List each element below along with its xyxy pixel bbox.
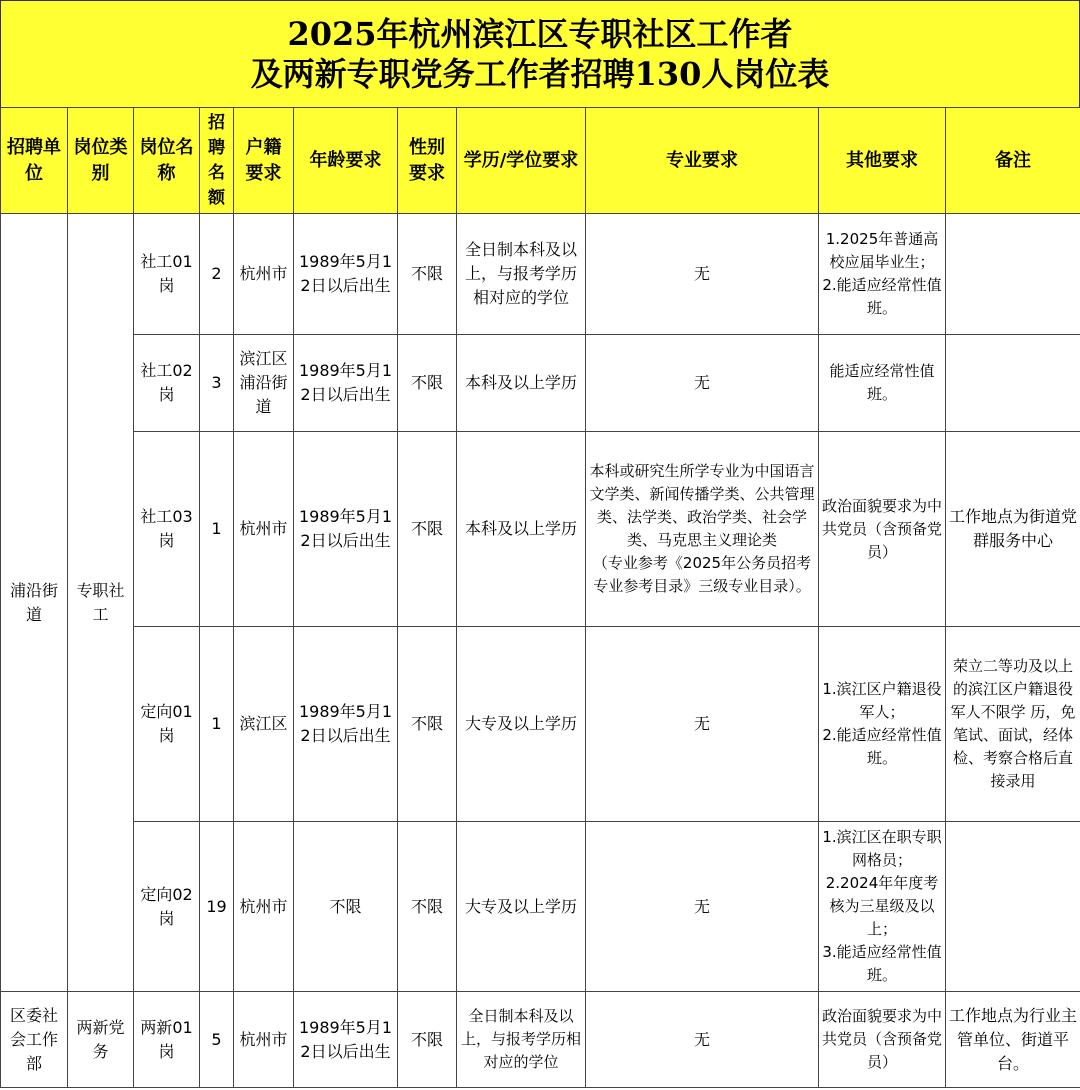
gender-cell: 不限: [398, 335, 457, 432]
huji-cell: 杭州市: [234, 432, 294, 627]
education-cell: 全日制本科及以上，与报考学历相对应的学位: [457, 992, 586, 1088]
education-cell: 全日制本科及以上，与报考学历相对应的学位: [457, 214, 586, 335]
education-cell: 大专及以上学历: [457, 822, 586, 992]
header-age: 年龄要求: [294, 108, 398, 214]
position-name-cell: 社工01岗: [134, 214, 200, 335]
table-row: [1, 822, 1080, 992]
table-row: [1, 335, 1080, 432]
table-row: [1, 432, 1080, 627]
header-education: 学历/学位要求: [457, 108, 586, 214]
table-row: [1, 992, 1080, 1088]
note-cell: 荣立二等功及以上的滨江区户籍退役军人不限学 历，免笔试、面试，经体检、考察合格后直接录用: [946, 627, 1080, 822]
major-cell: 无: [586, 335, 819, 432]
education-cell: 大专及以上学历: [457, 627, 586, 822]
age-cell: 1989年5月12日以后出生: [294, 214, 398, 335]
other-cell: 1.2025年普通高校应届毕业生； 2.能适应经常性值班。: [819, 214, 946, 335]
header-position-name: 岗位名称: [134, 108, 200, 214]
header-category: 岗位类别: [68, 108, 134, 214]
other-cell: 政治面貌要求为中共党员（含预备党员）: [819, 432, 946, 627]
category-cell: 两新党务: [68, 992, 134, 1088]
unit-cell: 浦沿街道: [1, 214, 68, 992]
page-title: [0, 0, 1080, 108]
header-row: [1, 108, 1080, 214]
gender-cell: 不限: [398, 627, 457, 822]
age-cell: 1989年5月12日以后出生: [294, 432, 398, 627]
count-cell: 2: [200, 214, 234, 335]
major-cell: 无: [586, 214, 819, 335]
table-row: [1, 214, 1080, 335]
huji-cell: 杭州市: [234, 214, 294, 335]
education-cell: 本科及以上学历: [457, 335, 586, 432]
table-row: [1, 627, 1080, 822]
major-cell: 无: [586, 822, 819, 992]
positions-table: [0, 107, 1080, 1088]
gender-cell: 不限: [398, 432, 457, 627]
age-cell: 1989年5月12日以后出生: [294, 335, 398, 432]
note-cell: [946, 214, 1080, 335]
huji-cell: 滨江区: [234, 627, 294, 822]
other-cell: 政治面貌要求为中共党员（含预备党员）: [819, 992, 946, 1088]
note-cell: [946, 335, 1080, 432]
gender-cell: 不限: [398, 992, 457, 1088]
huji-cell: 杭州市: [234, 992, 294, 1088]
position-name-cell: 社工02岗: [134, 335, 200, 432]
header-major: 专业要求: [586, 108, 819, 214]
unit-cell: 区委社会工作部: [1, 992, 68, 1088]
other-cell: 1.滨江区户籍退役军人； 2.能适应经常性值班。: [819, 627, 946, 822]
huji-cell: 滨江区浦沿街道: [234, 335, 294, 432]
header-note: 备注: [946, 108, 1080, 214]
count-cell: 3: [200, 335, 234, 432]
position-name-cell: 两新01岗: [134, 992, 200, 1088]
header-other: 其他要求: [819, 108, 946, 214]
count-cell: 1: [200, 627, 234, 822]
education-cell: 本科及以上学历: [457, 432, 586, 627]
header-count: 招聘名额: [200, 108, 234, 214]
major-cell: 无: [586, 992, 819, 1088]
major-cell: 无: [586, 627, 819, 822]
category-cell: 专职社工: [68, 214, 134, 992]
count-cell: 19: [200, 822, 234, 992]
gender-cell: 不限: [398, 214, 457, 335]
header-unit: 招聘单位: [1, 108, 68, 214]
other-cell: 1.滨江区在职专职网格员； 2.2024年年度考核为三星级及以上； 3.能适应经常性值班。: [819, 822, 946, 992]
note-cell: [946, 822, 1080, 992]
header-huji: 户籍要求: [234, 108, 294, 214]
note-cell: 工作地点为行业主管单位、街道平台。: [946, 992, 1080, 1088]
age-cell: 不限: [294, 822, 398, 992]
count-cell: 5: [200, 992, 234, 1088]
note-cell: 工作地点为街道党群服务中心: [946, 432, 1080, 627]
gender-cell: 不限: [398, 822, 457, 992]
position-name-cell: 定向02岗: [134, 822, 200, 992]
position-name-cell: 社工03岗: [134, 432, 200, 627]
header-gender: 性别要求: [398, 108, 457, 214]
huji-cell: 杭州市: [234, 822, 294, 992]
major-cell: 本科或研究生所学专业为中国语言文学类、新闻传播学类、公共管理类、法学类、政治学类、社会学类、马克思主义理论类 （专业参考《2025年公务员招考专业参考目录》三级专业目录）。: [586, 432, 819, 627]
position-name-cell: 定向01岗: [134, 627, 200, 822]
age-cell: 1989年5月12日以后出生: [294, 992, 398, 1088]
age-cell: 1989年5月12日以后出生: [294, 627, 398, 822]
other-cell: 能适应经常性值班。: [819, 335, 946, 432]
count-cell: 1: [200, 432, 234, 627]
title-line-1: 2025年杭州滨江区专职社区工作者: [287, 15, 793, 53]
title-line-2: 及两新专职党务工作者招聘130人岗位表: [250, 55, 830, 93]
